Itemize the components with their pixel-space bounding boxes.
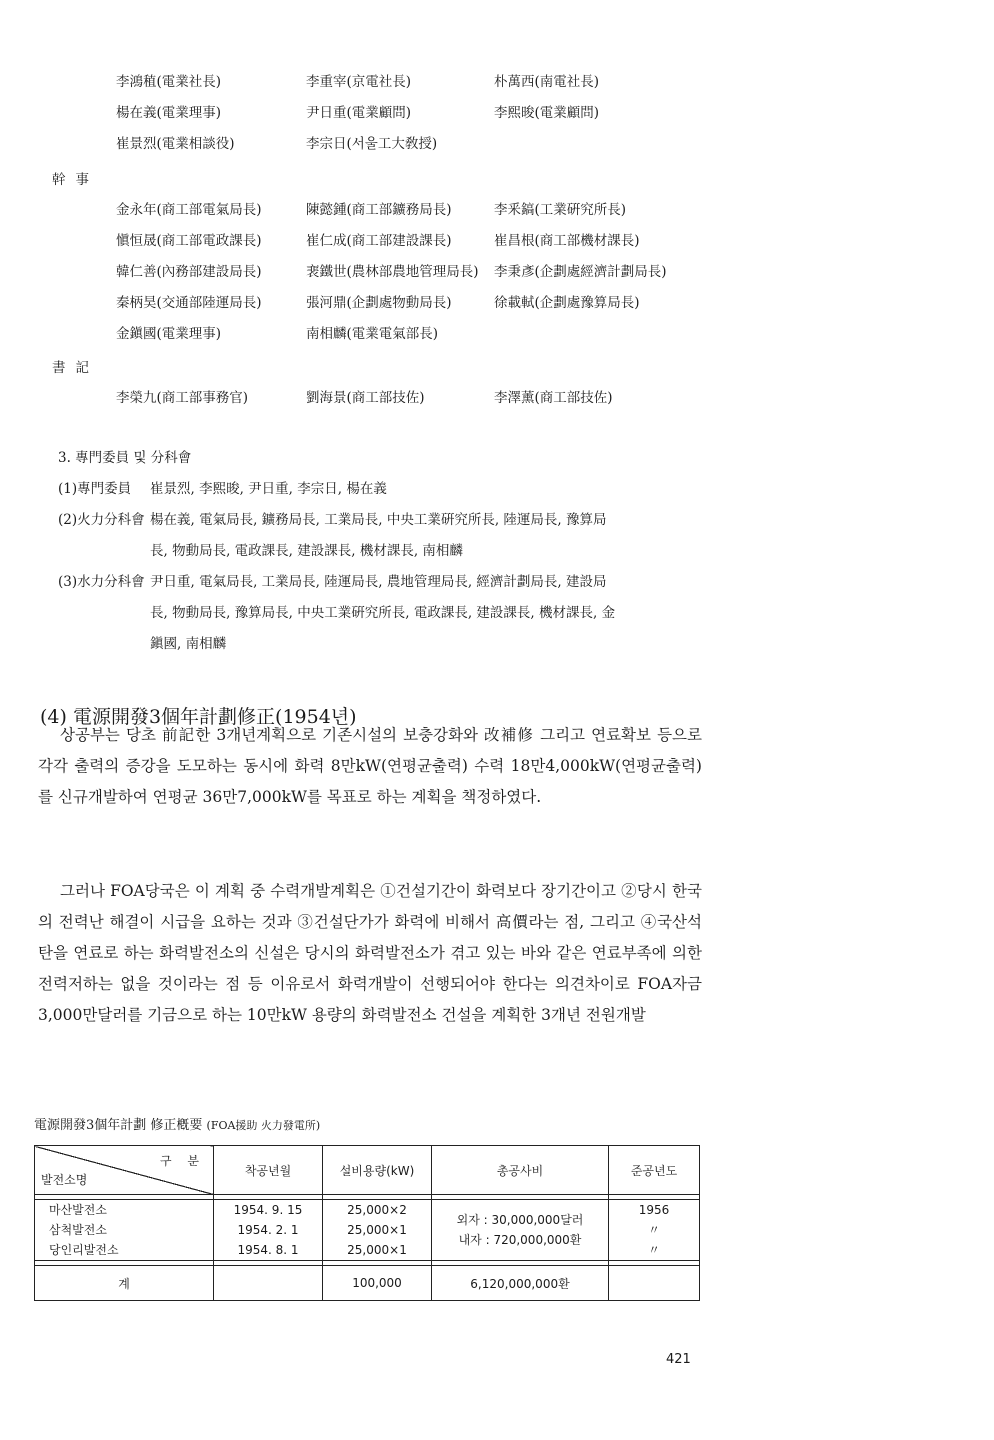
corner-column-label: 구 분 bbox=[160, 1154, 205, 1168]
committee-heading: 3. 專門委員 및 分科會 bbox=[58, 450, 192, 466]
secretary-name: 張河鼎(企劃處物動局長) bbox=[306, 295, 452, 311]
member-name: 李宗日(서울工大敎授) bbox=[306, 136, 438, 152]
committee-item bbox=[58, 570, 607, 590]
member-name: 朴萬西(南電社長) bbox=[494, 74, 600, 90]
committee-item-members: 鎭國, 南相麟 bbox=[150, 636, 227, 652]
start-date: 1954. 8. 1 bbox=[237, 1243, 299, 1257]
secretary-name: 李秉彥(企劃處經濟計劃局長) bbox=[494, 264, 667, 280]
table-total-row bbox=[35, 1266, 700, 1301]
secretary-name: 崔昌根(商工部機材課長) bbox=[494, 233, 640, 249]
secretary-name: 韓仁善(內務部建設局長) bbox=[116, 264, 262, 280]
secretary-name: 南相麟(電業電氣部長) bbox=[306, 326, 439, 342]
corner-row-label: 발전소명 bbox=[41, 1173, 88, 1187]
plant-name: 마산발전소 bbox=[49, 1203, 107, 1217]
completion-year: 〃 bbox=[647, 1243, 660, 1257]
cost-domestic: 내자 : 720,000,000환 bbox=[458, 1233, 582, 1247]
committee-item-label: (1)專門委員 bbox=[58, 481, 132, 497]
secretary-name: 裵鐵世(農林部農地管理局長) bbox=[306, 264, 479, 280]
plant-name: 삼척발전소 bbox=[49, 1223, 107, 1237]
committee-item-members: 長, 物動局長, 豫算局長, 中央工業硏究所長, 電政課長, 建設課長, 機材課長, 金 bbox=[150, 605, 616, 621]
clerks-label: 書記 bbox=[52, 360, 99, 376]
plant-name: 당인리발전소 bbox=[49, 1243, 119, 1257]
clerk-name: 劉海景(商工部技佐) bbox=[306, 390, 425, 406]
committee-item-members: 楊在義, 電氣局長, 鑛務局長, 工業局長, 中央工業硏究所長, 陸運局長, 豫算局 bbox=[150, 512, 607, 528]
table-body-row bbox=[35, 1200, 700, 1261]
page-number: 421 bbox=[666, 1352, 691, 1367]
member-name: 李重宰(京電社長) bbox=[306, 74, 412, 90]
plant-names-cell bbox=[35, 1200, 214, 1261]
table-header-row bbox=[35, 1146, 700, 1195]
clerk-name: 李澤薰(商工部技佐) bbox=[494, 390, 613, 406]
committee-item-label: (3)水力分科會 bbox=[58, 574, 145, 590]
member-name: 李熙晙(電業顧問) bbox=[494, 105, 600, 121]
column-header: 설비용량(kW) bbox=[323, 1146, 432, 1195]
column-header: 준공년도 bbox=[609, 1146, 700, 1195]
capacity-cell bbox=[323, 1200, 432, 1261]
completion-year: 1956 bbox=[638, 1203, 670, 1217]
total-empty-cell bbox=[214, 1266, 323, 1301]
secretary-name: 崔仁成(商工部建設課長) bbox=[306, 233, 452, 249]
cost-cell bbox=[432, 1200, 609, 1261]
committee-item-members: 尹日重, 電氣局長, 工業局長, 陸運局長, 農地管理局長, 經濟計劃局長, 建設局 bbox=[150, 574, 607, 590]
table-corner-cell bbox=[35, 1146, 214, 1195]
committee-item bbox=[58, 508, 607, 528]
plan-table bbox=[34, 1145, 700, 1301]
secretary-name: 秦柄昊(交通部陸運局長) bbox=[116, 295, 262, 311]
column-header: 착공년월 bbox=[214, 1146, 323, 1195]
total-empty-cell bbox=[609, 1266, 700, 1301]
secretaries-label: 幹事 bbox=[52, 172, 99, 188]
table-caption-title: 電源開發3個年計劃 修正槪要 bbox=[34, 1118, 203, 1133]
secretary-name: 金永年(商工部電氣局長) bbox=[116, 202, 262, 218]
member-name: 李鴻稙(電業社長) bbox=[116, 74, 222, 90]
table-caption-subtitle: (FOA援助 火力發電所) bbox=[206, 1119, 321, 1132]
total-label: 계 bbox=[35, 1266, 214, 1301]
member-name: 尹日重(電業顧問) bbox=[306, 105, 412, 121]
total-cost: 6,120,000,000환 bbox=[432, 1266, 609, 1301]
committee-item bbox=[58, 477, 387, 497]
member-name: 楊在義(電業理事) bbox=[116, 105, 222, 121]
capacity-value: 25,000×1 bbox=[347, 1243, 407, 1257]
secretary-name: 陳懿鍾(商工部鑛務局長) bbox=[306, 202, 452, 218]
completion-year: 〃 bbox=[647, 1223, 660, 1237]
body-paragraph: 그러나 FOA당국은 이 계획 중 수력개발계획은 ①건설기간이 화력보다 장기간이고 ②당시 한국의 전력난 해결이 시급을 요하는 것과 ③건설단가가 화력에 비해서 高價라는 점, 그리고 ④국산석탄을 연료로 하는 화력발전소의 신설은 당시의 화력발전소가 겪고 있는 바와 같은 연료부족에 의한 전력저하는 없을 것이라는 점 등 이유로서 화력개발이 선행되어야 한다는 의견차이로 FOA자금 3,000만달러를 기금으로 하는 10만kW 용량의 화력발전소 건설을 계획한 3개년 전원개발 bbox=[38, 882, 702, 1024]
section-title: (4) 電源開發3個年計劃修正(1954년) bbox=[40, 706, 357, 728]
column-header: 총공사비 bbox=[432, 1146, 609, 1195]
cost-foreign: 외자 : 30,000,000달러 bbox=[456, 1213, 584, 1227]
capacity-value: 25,000×2 bbox=[347, 1203, 407, 1217]
body-paragraph: 상공부는 당초 前記한 3개년계획으로 기존시설의 보충강화와 改補修 그리고 연료확보 등으로 각각 출력의 증강을 도모하는 동시에 화력 8만kW(연평균출력) 수력 18만4,000kW(연평균출력)를 신규개발하여 연평균 36만7,000kW를 목표로 하는 계획을 책정하였다. bbox=[38, 726, 702, 806]
secretary-name: 徐載軾(企劃處豫算局長) bbox=[494, 295, 640, 311]
start-date: 1954. 9. 15 bbox=[233, 1203, 303, 1217]
clerk-name: 李榮九(商工部事務官) bbox=[116, 390, 249, 406]
table-caption bbox=[34, 1114, 320, 1133]
start-dates-cell bbox=[214, 1200, 323, 1261]
committee-item-label: (2)火力分科會 bbox=[58, 512, 145, 528]
committee-item-members: 崔景烈, 李熙晙, 尹日重, 李宗日, 楊在義 bbox=[150, 481, 387, 497]
secretary-name: 金鎭國(電業理事) bbox=[116, 326, 222, 342]
committee-item-members: 長, 物動局長, 電政課長, 建設課長, 機材課長, 南相麟 bbox=[150, 543, 463, 559]
member-name: 崔景烈(電業相談役) bbox=[116, 136, 235, 152]
total-capacity: 100,000 bbox=[323, 1266, 432, 1301]
capacity-value: 25,000×1 bbox=[347, 1223, 407, 1237]
secretary-name: 愼恒晟(商工部電政課長) bbox=[116, 233, 262, 249]
secretary-name: 李釆鎬(工業硏究所長) bbox=[494, 202, 627, 218]
start-date: 1954. 2. 1 bbox=[237, 1223, 299, 1237]
completion-cell bbox=[609, 1200, 700, 1261]
